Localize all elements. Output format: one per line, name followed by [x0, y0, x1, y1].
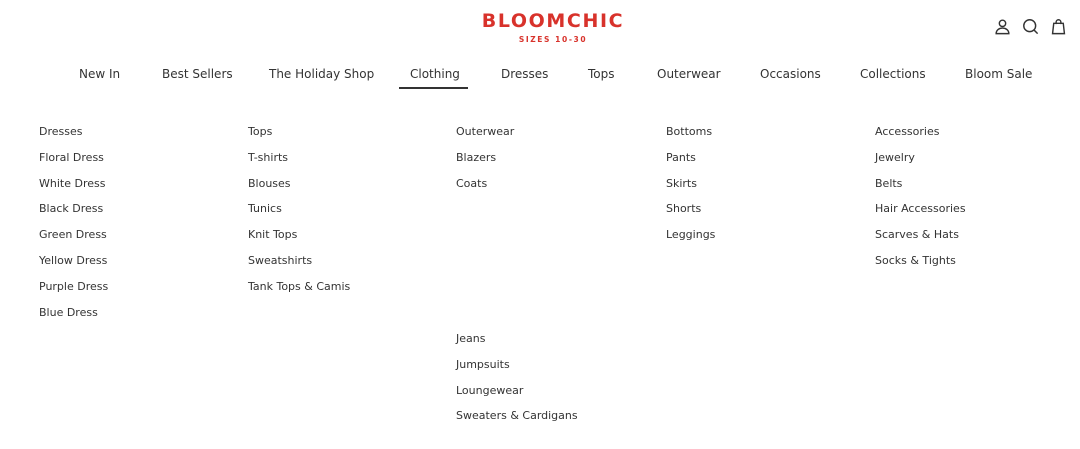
menu-link-jeans[interactable]: Jeans [456, 332, 486, 345]
menu-link-floral-dress[interactable]: Floral Dress [39, 150, 104, 164]
menu-link-yellow-dress[interactable]: Yellow Dress [39, 253, 108, 267]
nav-bloom-sale[interactable]: Bloom Sale [965, 67, 1033, 81]
menu-link-coats[interactable]: Coats [456, 176, 488, 190]
menu-link-white-dress[interactable]: White Dress [39, 176, 106, 190]
nav-best-sellers[interactable]: Best Sellers [162, 67, 233, 81]
brand-logo[interactable] [482, 10, 624, 45]
menu-column-bottoms [666, 124, 715, 253]
active-tab-indicator [399, 87, 468, 89]
menu-link-scarves-hats[interactable]: Scarves & Hats [875, 228, 959, 242]
nav-clothing[interactable]: Clothing [410, 67, 460, 81]
menu-link-black-dress[interactable]: Black Dress [39, 202, 104, 216]
menu-column-outerwear [456, 124, 514, 201]
search-icon[interactable] [1020, 16, 1040, 36]
menu-link-accessories[interactable]: Accessories [875, 125, 940, 138]
menu-column-tops [248, 124, 350, 305]
nav-holiday-shop[interactable]: The Holiday Shop [269, 67, 375, 81]
menu-link-dresses[interactable]: Dresses [39, 125, 83, 138]
nav-collections[interactable]: Collections [860, 67, 926, 81]
menu-link-outerwear[interactable]: Outerwear [456, 125, 515, 138]
menu-column-dresses [39, 124, 108, 330]
menu-link-knit-tops[interactable]: Knit Tops [248, 228, 298, 242]
menu-column-accessories [875, 124, 966, 279]
brand-tagline: SIZES 10-30 [518, 35, 588, 44]
menu-link-shorts[interactable]: Shorts [666, 202, 702, 216]
menu-column-more [456, 331, 578, 434]
menu-link-loungewear[interactable]: Loungewear [456, 383, 524, 397]
menu-link-t-shirts[interactable]: T-shirts [248, 150, 289, 164]
menu-link-jumpsuits[interactable]: Jumpsuits [456, 357, 510, 371]
nav-tops[interactable]: Tops [588, 67, 615, 81]
menu-link-blazers[interactable]: Blazers [456, 150, 497, 164]
brand-name: BLOOMCHIC [481, 10, 625, 32]
menu-link-bottoms[interactable]: Bottoms [666, 125, 713, 138]
menu-link-tops[interactable]: Tops [248, 125, 273, 138]
nav-new-in[interactable]: New In [79, 67, 121, 81]
menu-link-blue-dress[interactable]: Blue Dress [39, 305, 98, 319]
menu-link-tunics[interactable]: Tunics [248, 202, 282, 216]
nav-dresses[interactable]: Dresses [501, 67, 549, 81]
menu-link-pants[interactable]: Pants [666, 150, 696, 164]
logo-container [0, 10, 1080, 46]
menu-link-tank-tops-camis[interactable]: Tank Tops & Camis [248, 279, 351, 293]
nav-occasions[interactable]: Occasions [760, 67, 821, 81]
menu-link-green-dress[interactable]: Green Dress [39, 228, 107, 242]
menu-link-skirts[interactable]: Skirts [666, 176, 697, 190]
menu-link-purple-dress[interactable]: Purple Dress [39, 279, 109, 293]
menu-link-socks-tights[interactable]: Socks & Tights [875, 253, 956, 267]
menu-link-hair-accessories[interactable]: Hair Accessories [875, 202, 966, 216]
account-icon[interactable] [992, 16, 1012, 36]
menu-link-jewelry[interactable]: Jewelry [875, 150, 915, 164]
menu-link-leggings[interactable]: Leggings [666, 228, 716, 242]
menu-link-sweaters-cardigans[interactable]: Sweaters & Cardigans [456, 409, 578, 423]
menu-link-blouses[interactable]: Blouses [248, 176, 291, 190]
header-icons [992, 16, 1068, 36]
nav-outerwear[interactable]: Outerwear [657, 67, 721, 81]
bag-icon[interactable] [1048, 16, 1068, 36]
menu-link-sweatshirts[interactable]: Sweatshirts [248, 253, 313, 267]
menu-link-belts[interactable]: Belts [875, 176, 903, 190]
